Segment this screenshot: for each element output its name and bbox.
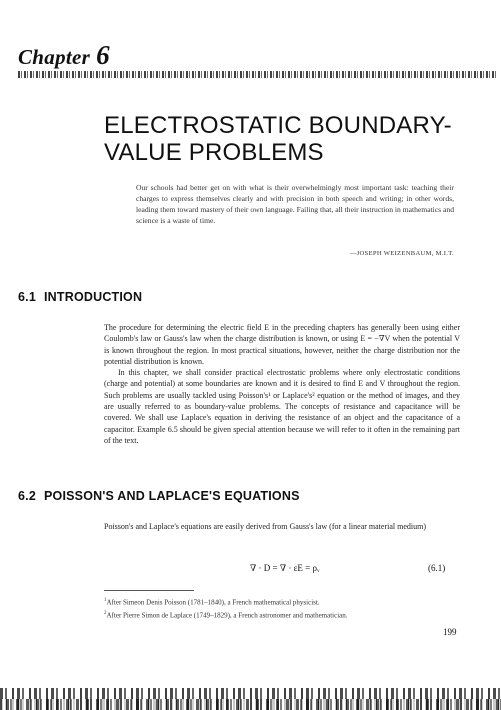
scan-artifact: [0, 699, 501, 710]
section-title: INTRODUCTION: [43, 290, 143, 304]
epigraph-attribution: —JOSEPH WEIZENBAUM, M.I.T.: [349, 250, 454, 257]
chapter-title-line-1: ELECTROSTATIC BOUNDARY-: [104, 112, 452, 139]
paragraph: In this chapter, we shall consider practical electrostatic problems where only electrostatic conditions (charge and potential) at some boundaries are known and it is desired to find E and V throughout the region. Such problems are usually tackled using Poisson's¹ or Laplace's² equation or the method of images, and they are usually referred to as boundary-value problems. The concepts of resistance and capacitance will be covered. We shall use Laplace's equation in deriving the resistance of an object and the capacitance of a capacitor. Example 6.5 should be given special attention because we will refer to it often in the remaining part of the text.: [104, 368, 460, 445]
equation: ∇ · D = ∇ · εE = ρᵥ: [250, 563, 320, 573]
chapter-rule: [18, 71, 496, 78]
section-number: 6.2: [18, 489, 36, 503]
page-number: 199: [443, 627, 457, 637]
paragraph: The procedure for determining the electric field E in the preceding chapters has generally been using either Coulomb's law or Gauss's law when the charge distribution is known, or using E = −∇V when the potential V is known throughout the region. In most practical situations, however, neither the charge distribution nor the potential distribution is known.: [104, 323, 461, 366]
introduction-body: [104, 322, 460, 446]
chapter-heading: [18, 40, 110, 71]
footnote-divider: [104, 590, 194, 591]
epigraph-quote: Our schools had better get on with what is their overwhelmingly most important task: teaching their charges to express themselves clearly and with precision in both speech and writing; in other words, leading them toward mastery of their own language. Failing that, all their instruction in mathematics and science is a waste of time.: [136, 183, 454, 225]
equation-number: (6.1): [428, 563, 446, 573]
footnote-item: $^2$After Pierre Simon de Laplace (1749–1829), a French astronomer and mathematician.: [104, 611, 348, 620]
section-heading-poisson-laplace: [18, 489, 300, 503]
footnotes: [104, 595, 464, 622]
section-title: POISSON'S AND LAPLACE'S EQUATIONS: [43, 489, 300, 503]
footnote-item: $^1$After Simeon Denis Poisson (1781–1840), a French mathematical physicist.: [104, 598, 320, 607]
poisson-intro-text: Poisson's and Laplace's equations are easily derived from Gauss's law (for a linear material medium): [104, 522, 426, 531]
section-heading-introduction: [18, 290, 142, 304]
chapter-label: Chapter: [18, 45, 91, 69]
section-number: 6.1: [18, 290, 36, 304]
chapter-title-line-2: VALUE PROBLEMS: [104, 139, 324, 166]
chapter-number: 6: [96, 40, 110, 70]
chapter-title: [104, 112, 484, 166]
